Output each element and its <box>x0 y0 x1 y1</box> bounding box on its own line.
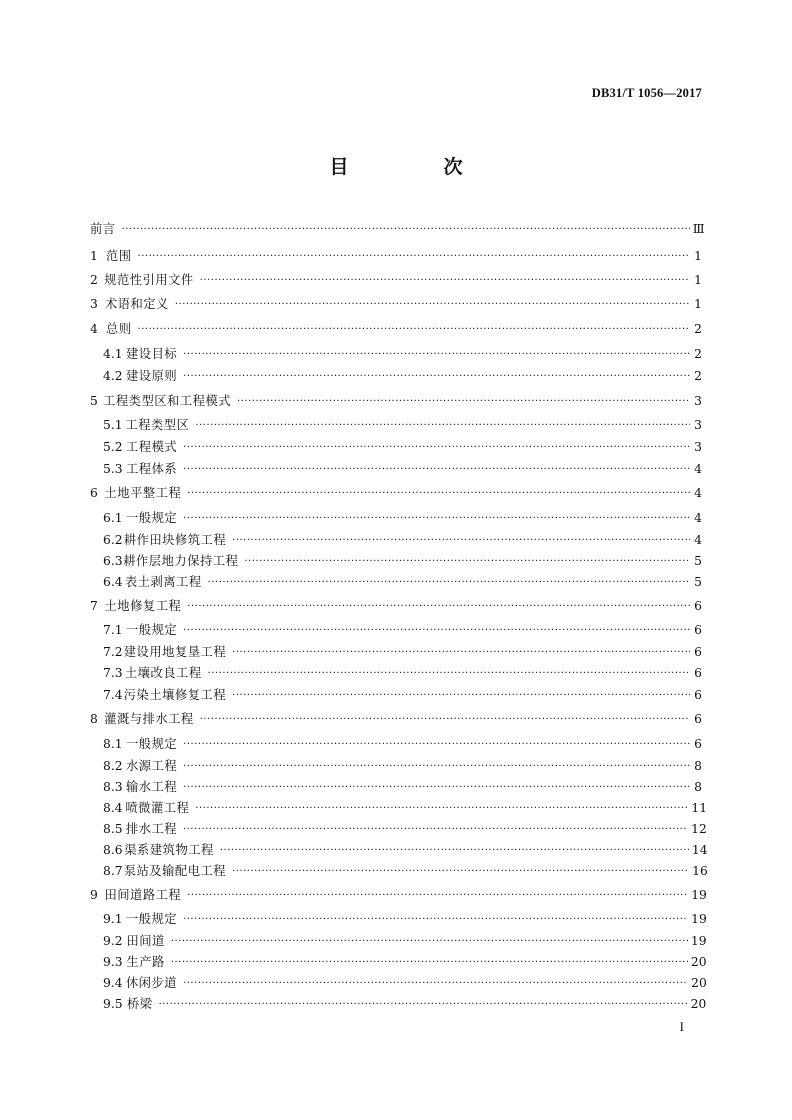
toc-leader-dots <box>208 666 690 681</box>
toc-entry-page: 8 <box>694 780 702 794</box>
toc-entry-page: 20 <box>691 976 707 990</box>
toc-entry-title: 生产路 <box>126 955 165 969</box>
toc-entry-title: 输水工程 <box>125 780 178 794</box>
toc-entry-page: 2 <box>694 322 702 336</box>
toc-entry[interactable] <box>90 888 707 903</box>
toc-entry-number: 4.2 <box>103 369 123 383</box>
toc-entry[interactable] <box>90 575 702 590</box>
toc-entry[interactable] <box>90 759 702 774</box>
toc-entry-page: 3 <box>694 418 702 432</box>
toc-entry-page: 6 <box>694 688 702 702</box>
toc-entry-page: 6 <box>694 623 702 637</box>
document-code: DB31/T 1056—2017 <box>591 86 702 100</box>
toc-entry[interactable] <box>90 369 702 384</box>
toc-entry-number: 4 <box>90 322 98 336</box>
toc-entry-page: 20 <box>690 997 707 1011</box>
toc-leader-dots <box>232 645 690 660</box>
toc-leader-dots <box>183 462 690 477</box>
toc-leader-dots <box>183 912 688 927</box>
toc-entry-page: 6 <box>694 645 702 659</box>
toc-entry-number: 5.3 <box>103 462 123 476</box>
toc-entry-page: 2 <box>694 347 702 361</box>
toc-entry-title: 建设原则 <box>125 369 178 383</box>
toc-leader-dots <box>183 511 690 526</box>
toc-entry-page: 4 <box>694 511 702 525</box>
toc-entry[interactable] <box>90 511 702 526</box>
toc-entry[interactable] <box>90 533 702 548</box>
toc-leader-dots <box>237 394 690 409</box>
toc-entry-page: Ⅲ <box>692 222 705 236</box>
toc-entry-number: 7.4 <box>103 688 123 702</box>
toc-entry-title: 一般规定 <box>125 912 178 926</box>
toc-entry-number: 8.1 <box>103 737 123 751</box>
toc-entry-number: 8.2 <box>103 759 123 773</box>
page-title: 目 次 <box>329 156 501 178</box>
toc-entry-number: 9.3 <box>103 955 123 969</box>
toc-entry-page: 4 <box>694 486 702 500</box>
toc-entry-number: 9.1 <box>103 912 123 926</box>
toc-entry-number: 9 <box>90 888 98 902</box>
toc-leader-dots <box>122 222 690 237</box>
toc-entry-title: 工程模式 <box>125 440 178 454</box>
toc-entry-title: 建设用地复垦工程 <box>123 645 227 659</box>
toc-entry[interactable] <box>90 780 702 795</box>
toc-leader-dots <box>175 297 690 312</box>
toc-entry-page: 20 <box>690 955 707 969</box>
toc-entry-number: 6.2 <box>103 533 123 547</box>
toc-entry[interactable] <box>90 273 702 288</box>
toc-leader-dots <box>183 623 690 638</box>
toc-entry-page: 1 <box>694 297 702 311</box>
toc-leader-dots <box>232 688 690 703</box>
toc-entry[interactable] <box>90 666 702 681</box>
toc-entry-title: 灌溉与排水工程 <box>104 712 194 726</box>
toc-entry-title: 术语和定义 <box>104 297 169 311</box>
toc-entry[interactable] <box>90 737 702 752</box>
toc-entry-page: 14 <box>691 843 708 857</box>
toc-entry-title: 土地平整工程 <box>104 486 182 500</box>
toc-entry-number: 8.6 <box>103 843 123 857</box>
toc-entry-title: 工程体系 <box>125 462 178 476</box>
toc-entry-title: 排水工程 <box>125 822 178 836</box>
toc-entry-title: 喷微灌工程 <box>125 801 190 815</box>
toc-entry-number: 1 <box>90 249 98 263</box>
toc-entry-title: 工程类型区 <box>125 418 190 432</box>
toc-entry[interactable] <box>90 462 702 477</box>
toc-entry-number: 8.4 <box>103 801 123 815</box>
toc-entry-title: 土地修复工程 <box>104 599 182 613</box>
toc-leader-dots <box>171 934 688 949</box>
toc-entry-number: 3 <box>90 297 98 311</box>
toc-entry[interactable] <box>90 599 702 614</box>
toc-entry-page: 1 <box>694 249 702 263</box>
toc-entry[interactable] <box>90 554 702 569</box>
toc-entry[interactable] <box>90 440 702 455</box>
toc-entry-title: 水源工程 <box>125 759 178 773</box>
toc-leader-dots <box>138 249 690 264</box>
toc-entry[interactable] <box>90 843 708 858</box>
toc-entry-page: 16 <box>692 864 708 878</box>
toc-entry-page: 12 <box>691 822 707 836</box>
toc-entry-number: 7 <box>90 599 98 613</box>
toc-leader-dots <box>200 712 690 727</box>
toc-entry-number: 9.2 <box>103 934 123 948</box>
toc-leader-dots <box>171 955 688 970</box>
toc-entry[interactable] <box>90 486 702 501</box>
toc-entry-title: 桥梁 <box>126 997 153 1011</box>
toc-entry-page: 6 <box>694 599 702 613</box>
toc-entry-title: 建设目标 <box>125 347 178 361</box>
toc-entry-number: 5.1 <box>103 418 123 432</box>
toc-entry-page: 6 <box>694 737 702 751</box>
page-number: I <box>679 1019 684 1034</box>
toc-leader-dots <box>183 780 690 795</box>
toc-entry[interactable] <box>90 801 708 816</box>
toc-leader-dots <box>220 843 689 858</box>
toc-entry-title: 规范性引用文件 <box>104 273 194 287</box>
toc-entry[interactable] <box>90 249 702 264</box>
toc-entry-page: 5 <box>694 575 702 589</box>
toc-leader-dots <box>232 864 689 879</box>
toc-entry-number: 7.1 <box>103 623 123 637</box>
toc-entry-number: 7.2 <box>103 645 123 659</box>
toc-entry-title: 耕作田块修筑工程 <box>123 533 227 547</box>
toc-leader-dots <box>183 976 688 991</box>
toc-entry-number: 8.5 <box>103 822 123 836</box>
toc-entry-number: 7.3 <box>103 666 123 680</box>
toc-entry[interactable] <box>90 712 702 727</box>
toc-entry-page: 4 <box>694 533 702 547</box>
toc-entry-page: 5 <box>694 554 702 568</box>
toc-entry[interactable] <box>90 222 705 237</box>
toc-entry-title: 休闲步道 <box>125 976 178 990</box>
toc-entry-number: 6.4 <box>103 575 123 589</box>
toc-leader-dots <box>187 888 688 903</box>
toc-leader-dots <box>183 822 688 837</box>
toc-entry-page: 3 <box>694 394 702 408</box>
toc-entry-page: 4 <box>694 462 702 476</box>
toc-entry-title: 渠系建筑物工程 <box>124 843 214 857</box>
toc-leader-dots <box>187 486 690 501</box>
toc-entry-title: 土壤改良工程 <box>124 666 202 680</box>
toc-entry-page: 19 <box>691 888 707 902</box>
toc-entry-number: 6 <box>90 486 98 500</box>
toc-leader-dots <box>183 440 690 455</box>
toc-entry-page: 1 <box>694 273 702 287</box>
toc-entry-number: 5 <box>90 394 98 408</box>
toc-entry[interactable] <box>90 688 702 703</box>
toc-entry[interactable] <box>90 912 707 927</box>
toc-leader-dots <box>208 575 690 590</box>
toc-entry-title: 一般规定 <box>125 737 178 751</box>
toc-entry-title: 一般规定 <box>125 623 178 637</box>
toc-entry[interactable] <box>90 864 708 879</box>
toc-entry-page: 19 <box>690 934 707 948</box>
toc-leader-dots <box>159 997 688 1012</box>
toc-entry-page: 11 <box>691 801 708 815</box>
toc-entry-page: 2 <box>694 369 702 383</box>
toc-entry-title: 范围 <box>105 249 132 263</box>
toc-entry-number: 8 <box>90 712 98 726</box>
toc-entry-title: 前言 <box>90 222 116 236</box>
toc-entry[interactable] <box>90 822 707 837</box>
toc-leader-dots <box>187 599 690 614</box>
toc-entry-page: 3 <box>694 440 702 454</box>
toc-leader-dots <box>195 418 690 433</box>
toc-entry-number: 9.4 <box>103 976 123 990</box>
toc-leader-dots <box>183 369 690 384</box>
toc-entry[interactable] <box>90 394 702 409</box>
toc-entry-number: 8.3 <box>103 780 123 794</box>
toc-entry-number: 6.3 <box>103 554 123 568</box>
toc-entry[interactable] <box>90 347 702 362</box>
toc-entry[interactable] <box>90 623 702 638</box>
toc-entry-number: 9.5 <box>103 997 123 1011</box>
toc-entry-title: 表土剥离工程 <box>124 575 202 589</box>
toc-entry-title: 污染土壤修复工程 <box>123 688 227 702</box>
toc-entry[interactable] <box>90 997 707 1012</box>
toc-entry-number: 6.1 <box>103 511 123 525</box>
toc-entry-title: 田间道 <box>126 934 165 948</box>
toc-entry[interactable] <box>90 418 702 433</box>
toc-leader-dots <box>138 322 690 337</box>
toc-entry-number: 8.7 <box>103 864 123 878</box>
toc-entry-number: 5.2 <box>103 440 123 454</box>
toc-entry-title: 耕作层地力保持工程 <box>123 554 239 568</box>
toc-entry-title: 田间道路工程 <box>104 888 182 902</box>
toc-leader-dots <box>200 273 690 288</box>
toc-leader-dots <box>183 737 690 752</box>
toc-leader-dots <box>183 347 690 362</box>
toc-entry[interactable] <box>90 645 702 660</box>
toc-entry-title: 工程类型区和工程模式 <box>103 394 232 408</box>
toc-entry[interactable] <box>90 934 707 949</box>
toc-entry-title: 总则 <box>105 322 132 336</box>
toc-leader-dots <box>232 533 690 548</box>
toc-entry[interactable] <box>90 955 707 970</box>
toc-entry-title: 泵站及输配电工程 <box>123 864 227 878</box>
toc-entry-page: 19 <box>691 912 707 926</box>
toc-leader-dots <box>183 759 690 774</box>
toc-entry-number: 4.1 <box>103 347 123 361</box>
toc-entry-page: 6 <box>694 666 702 680</box>
toc-entry-page: 8 <box>694 759 702 773</box>
toc-leader-dots <box>244 554 690 569</box>
toc-entry[interactable] <box>90 976 707 991</box>
toc-entry[interactable] <box>90 297 702 312</box>
toc-leader-dots <box>195 801 688 816</box>
toc-entry-number: 2 <box>90 273 98 287</box>
toc-entry-page: 6 <box>694 712 702 726</box>
toc-entry-title: 一般规定 <box>125 511 178 525</box>
toc-entry[interactable] <box>90 322 702 337</box>
